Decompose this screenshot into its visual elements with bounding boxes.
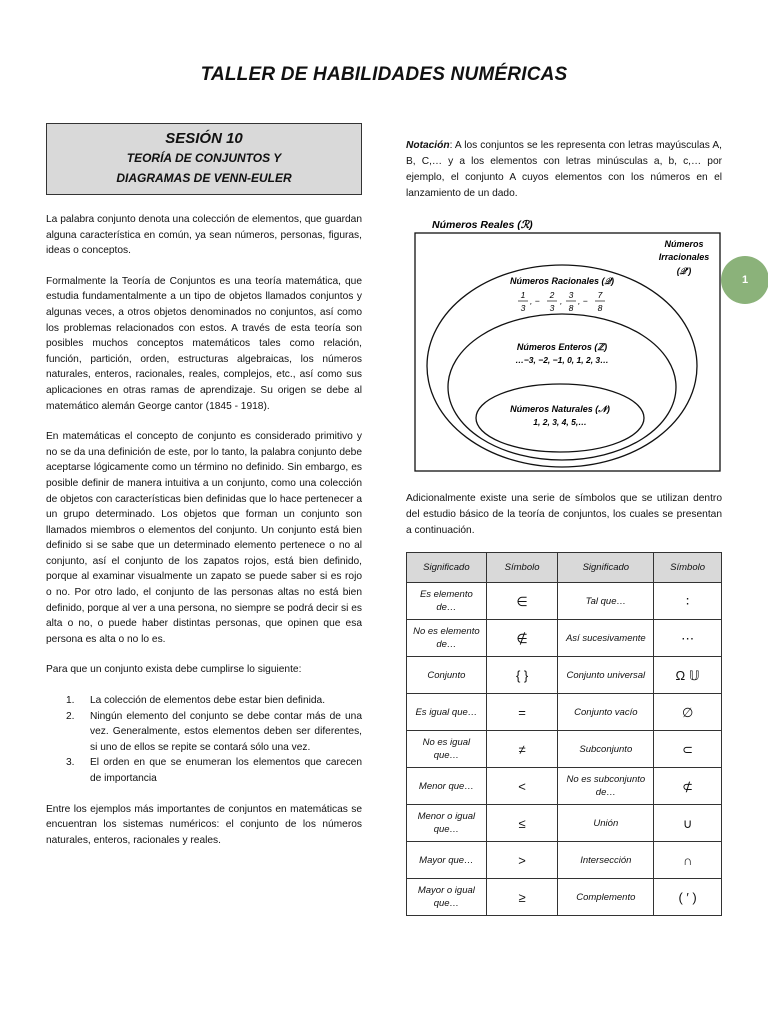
- meaning-cell: Complemento: [558, 879, 654, 916]
- paragraph-conditions: Para que un conjunto exista debe cumplirse lo siguiente:: [46, 664, 302, 676]
- list-number: 1.: [66, 695, 75, 707]
- irracionales-label-1: Números: [664, 239, 704, 249]
- fraction-denominator: 8: [568, 303, 574, 313]
- meaning-cell: Mayor o igual que…: [407, 879, 487, 916]
- table-row: [407, 620, 722, 657]
- enteros-ellipse: [448, 314, 676, 460]
- meaning-cell: Conjunto vacío: [558, 694, 654, 731]
- list-item: [46, 693, 362, 709]
- symbols-table: [406, 552, 722, 916]
- session-box: [46, 123, 362, 195]
- list-text: Ningún elemento del conjunto se debe contar más de una vez. Generalmente, estos elementos deben ser diferentes, si uno de ellos se repite se contará sólo una vez.: [90, 710, 362, 753]
- symbol-cell: ∩: [654, 842, 722, 879]
- table-row: [407, 805, 722, 842]
- symbol-cell: ≤: [486, 805, 558, 842]
- symbol-cell: ≥: [486, 879, 558, 916]
- conditions-list: [46, 693, 362, 787]
- paragraph-examples: Entre los ejemplos más importantes de conjuntos en matemáticas se encuentran los sistemas numéricos: el conjunto de los números naturales, enteros, racionales y reales.: [46, 803, 362, 846]
- fraction-separator: ,: [560, 296, 563, 306]
- column-header: Símbolo: [486, 553, 558, 583]
- table-row: [407, 842, 722, 879]
- fraction-numerator: 1: [520, 290, 526, 300]
- symbol-cell: { }: [486, 657, 558, 694]
- additional-paragraph: Adicionalmente existe una serie de símbolos que se utilizan dentro del estudio básico de la teoría de conjuntos, los cuales se presentan a continuación.: [406, 493, 722, 536]
- meaning-cell: Subconjunto: [558, 731, 654, 768]
- session-heading: SESIÓN 10: [165, 130, 243, 147]
- meaning-cell: Conjunto: [407, 657, 487, 694]
- enteros-label: Números Enteros (ℤ): [516, 342, 608, 352]
- list-number: 2.: [66, 710, 75, 722]
- symbol-cell: ∈: [486, 583, 558, 620]
- venn-diagram: [406, 213, 722, 475]
- page-number-badge: 1: [721, 256, 768, 304]
- symbol-cell: Ω 𝕌: [654, 657, 722, 694]
- irracionales-label-2: Irracionales: [658, 252, 710, 262]
- meaning-cell: Así sucesivamente: [558, 620, 654, 657]
- meaning-cell: Unión: [558, 805, 654, 842]
- naturales-label: Números Naturales (𝒩): [510, 404, 610, 414]
- symbol-cell: =: [486, 694, 558, 731]
- symbol-cell: ⊄: [654, 768, 722, 805]
- symbol-cell: ∶: [654, 583, 722, 620]
- table-row: [407, 731, 722, 768]
- racionales-fractions: [518, 290, 605, 313]
- fraction-denominator: 3: [520, 303, 526, 313]
- symbol-cell: >: [486, 842, 558, 879]
- fraction-numerator: 3: [568, 290, 574, 300]
- table-row: [407, 879, 722, 916]
- list-number: 3.: [66, 757, 75, 769]
- meaning-cell: No es igual que…: [407, 731, 487, 768]
- symbol-cell: <: [486, 768, 558, 805]
- fraction-denominator: 3: [549, 303, 555, 313]
- table-row: [407, 768, 722, 805]
- racionales-label: Números Racionales (𝒬): [510, 276, 614, 286]
- symbol-cell: ≠: [486, 731, 558, 768]
- naturales-values: 1, 2, 3, 4, 5,…: [533, 417, 587, 427]
- column-header: Significado: [407, 553, 487, 583]
- meaning-cell: Menor que…: [407, 768, 487, 805]
- meaning-cell: Menor o igual que…: [407, 805, 487, 842]
- meaning-cell: Es igual que…: [407, 694, 487, 731]
- fraction-numerator: 2: [549, 290, 555, 300]
- symbol-cell: ∅: [654, 694, 722, 731]
- column-header: Símbolo: [654, 553, 722, 583]
- notation-paragraph: [406, 138, 722, 202]
- session-subtitle-2: DIAGRAMAS DE VENN-EULER: [116, 171, 292, 185]
- meaning-cell: No es subconjunto de…: [558, 768, 654, 805]
- irracionales-label-3: (𝒬′): [676, 266, 692, 276]
- reales-frame: [415, 233, 720, 471]
- meaning-cell: Conjunto universal: [558, 657, 654, 694]
- left-column: [46, 212, 362, 863]
- meaning-cell: Mayor que…: [407, 842, 487, 879]
- paragraph-definition: La palabra conjunto denota una colección de elementos, que guardan alguna característica en común, ya sean números, personas, figuras, ideas o conceptos.: [46, 214, 362, 257]
- meaning-cell: Intersección: [558, 842, 654, 879]
- column-header: Significado: [558, 553, 654, 583]
- reales-label: Números Reales (ℛ): [432, 219, 533, 231]
- page-title: TALLER DE HABILIDADES NUMÉRICAS: [200, 64, 568, 85]
- list-item: [46, 755, 362, 786]
- symbol-cell: ∉: [486, 620, 558, 657]
- fraction-numerator: 7: [597, 290, 603, 300]
- table-row: [407, 583, 722, 620]
- notation-text: : A los conjuntos se les representa con letras mayúsculas A, B, C,… y a los elementos con letras minúsculas a, b, c,… por ejemplo, el conjunto A cuyos elementos con los números en el lanzamiento de un dado.: [406, 140, 722, 199]
- symbol-cell: ( ′ ): [654, 879, 722, 916]
- enteros-values: …−3, −2, −1, 0, 1, 2, 3…: [515, 355, 609, 365]
- table-row: [407, 657, 722, 694]
- table-row: [407, 694, 722, 731]
- session-subtitle-1: TEORÍA DE CONJUNTOS Y: [126, 151, 282, 165]
- symbol-cell: ⊂: [654, 731, 722, 768]
- symbol-cell: ⋯: [654, 620, 722, 657]
- list-item: [46, 709, 362, 756]
- meaning-cell: No es elemento de…: [407, 620, 487, 657]
- fraction-separator: , −: [530, 296, 540, 306]
- table-header-row: [407, 553, 722, 583]
- list-text: La colección de elementos debe estar bien definida.: [90, 695, 326, 707]
- meaning-cell: Es elemento de…: [407, 583, 487, 620]
- fraction-denominator: 8: [597, 303, 603, 313]
- notation-label: Notación: [406, 140, 450, 151]
- paragraph-concept: En matemáticas el concepto de conjunto es considerado primitivo y no se da una definición de este, por lo tanto, la palabra conjunto debe aceptarse lógicamente como un término no definido. Sin embargo, es posible definir de manera intuitiva a un conjunto, como una colección de objetos con características bien definidas que lo hace pertenecer a un grupo determinado. Los objetos que forman un conjunto son llamados miembros o elementos del conjunto. Un conjunto está bien definido si se sabe que un determinado elemento pertenece o no al conjunto, así el conjunto de los zapatos rojos, está bien definido, porque al examinar visualmente un zapato se puede saber si es rojo o no. Por otro lado, el conjunto de las personas altas no está bien definido, porque al ver a una persona, no siempre se podrá decir si es alta o no, o puede haber distintas personas, que opinen que esa persona es alta o no lo es.: [46, 431, 363, 645]
- fraction-separator: , −: [578, 296, 588, 306]
- paragraph-theory: Formalmente la Teoría de Conjuntos es una teoría matemática, que estudia fundamentalmente a un tipo de objetos llamados conjuntos y algunas veces, a otros objetos denominados no conjuntos, así como los problemas relacionados con estos. A través de esta teoría son posibles muchos conceptos matemáticos tales como relación, función, partición, orden, estructuras algebraicas, los números naturales, enteros, racionales, reales, complejos, etc., así como sus aplicaciones en otras ramas de aprendizaje. Su origen se debe al matemático alemán George cantor (1845 - 1918).: [46, 275, 362, 412]
- list-text: El orden en que se enumeran los elementos que carecen de importancia: [90, 757, 362, 784]
- meaning-cell: Tal que…: [558, 583, 654, 620]
- symbol-cell: ∪: [654, 805, 722, 842]
